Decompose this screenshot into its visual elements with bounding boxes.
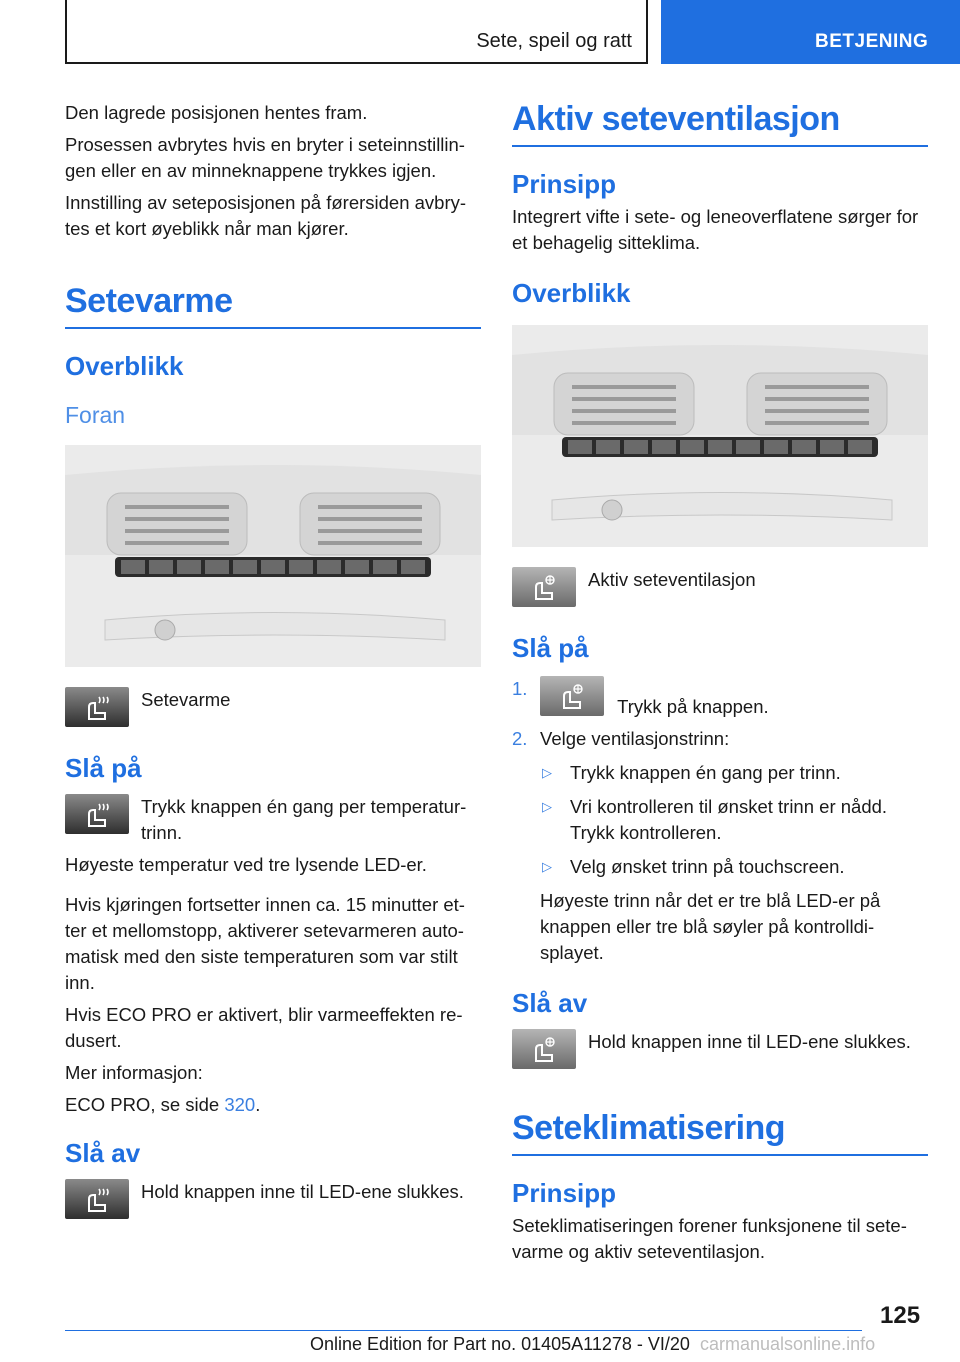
heading-prinsipp: Prinsipp <box>512 169 617 199</box>
header-section-box <box>65 0 648 64</box>
climate-principle-text: Seteklimatiseringen forener funksjonene til sete-varme og aktiv seteventilasjon. <box>512 1215 907 1262</box>
header-chapter-tab <box>661 0 960 64</box>
seat-heating-on-text: Trykk knappen én gang per temperatur-trinn. <box>141 796 467 843</box>
heading-seteklimatisering: Seteklimatisering <box>512 1109 928 1156</box>
seat-ventilation-off-text: Hold knappen inne til LED-ene slukkes. <box>588 1031 911 1052</box>
heading-overblikk: Overblikk <box>65 351 184 381</box>
dashboard-photo-ventilation <box>512 325 928 547</box>
right-column <box>512 100 928 1271</box>
seat-ventilation-icon <box>540 676 604 716</box>
page-link-320[interactable]: 320 <box>224 1094 256 1115</box>
ventilation-principle-text: Integrert vifte i sete- og leneoverflatene sørger for et behagelig sitteklima. <box>512 206 919 253</box>
step-1-number: 1. <box>512 678 528 699</box>
heating-paragraph-4: Mer informasjon: <box>65 1062 203 1083</box>
substep-1-text: Trykk knappen én gang per trinn. <box>570 762 841 783</box>
header-chapter-title: BETJENING <box>815 31 929 52</box>
footer-divider <box>65 1330 862 1331</box>
heating-paragraph-1: Høyeste temperatur ved tre lysende LED-er. <box>65 854 427 875</box>
eco-pro-ref-text: ECO PRO, se side <box>65 1094 225 1115</box>
seat-heating-icon <box>65 794 129 834</box>
seat-ventilation-caption-row <box>512 567 928 607</box>
seat-heating-caption: Setevarme <box>141 689 231 710</box>
step-2-note: Høyeste trinn når det er tre blå LED-er på knappen eller tre blå søyler på kontrolldi-splayet. <box>540 890 881 963</box>
eco-pro-ref-end: . <box>255 1094 261 1115</box>
seat-ventilation-icon <box>512 567 576 607</box>
heating-paragraph-3: Hvis ECO PRO er aktivert, blir varmeeffekten re-dusert. <box>65 1004 463 1051</box>
heading-sla-pa-right: Slå på <box>512 633 589 663</box>
seat-ventilation-icon <box>512 1029 576 1069</box>
heading-sla-av: Slå av <box>65 1138 141 1168</box>
watermark-text: carmanualsonline.info <box>700 1334 876 1354</box>
heading-aktiv-seteventilasjon: Aktiv seteventilasjon <box>512 100 928 147</box>
heading-foran: Foran <box>65 402 126 428</box>
seat-ventilation-caption: Aktiv seteventilasjon <box>588 569 756 590</box>
heading-prinsipp-climate: Prinsipp <box>512 1178 617 1208</box>
step-2-number: 2. <box>512 728 528 749</box>
heating-paragraph-2: Hvis kjøringen fortsetter innen ca. 15 minutter et-ter et mellomstopp, aktiverer setevarmeren auto-matisk med den siste temperaturen som var stilt inn. <box>65 894 465 993</box>
triangle-bullet-icon: ▷ <box>542 799 552 814</box>
seat-heating-icon <box>65 687 129 727</box>
substep-2-text: Vri kontrolleren til ønsket trinn er nådd. Trykk kontrolleren. <box>570 796 888 843</box>
step-1 <box>512 676 928 720</box>
heating-paragraph-5 <box>65 1092 481 1118</box>
seat-heating-off-text: Hold knappen inne til LED-ene slukkes. <box>141 1181 464 1202</box>
left-column <box>65 100 481 1225</box>
header-section-title: Sete, speil og ratt <box>476 30 632 52</box>
triangle-bullet-icon: ▷ <box>542 765 552 780</box>
substep-3 <box>540 854 928 880</box>
seat-heating-icon <box>65 1179 129 1219</box>
ventilation-substeps <box>540 760 928 880</box>
step-2 <box>512 726 928 966</box>
intro-paragraph-3: Innstilling av seteposisjonen på førersiden avbry-tes et kort øyeblikk når man kjører. <box>65 192 467 239</box>
step-1-text: Trykk på knappen. <box>617 696 769 717</box>
heading-overblikk-right: Overblikk <box>512 278 631 308</box>
triangle-bullet-icon: ▷ <box>542 859 552 874</box>
heading-setevarme: Setevarme <box>65 282 481 329</box>
dashboard-photo-front <box>65 445 481 667</box>
step-2-text: Velge ventilasjonstrinn: <box>540 728 730 749</box>
substep-2 <box>540 794 928 846</box>
footer-edition: Online Edition for Part no. 01405A11278 - VI/20 <box>310 1334 690 1354</box>
intro-paragraph-1: Den lagrede posisjonen hentes fram. <box>65 102 368 123</box>
substep-3-text: Velg ønsket trinn på touchscreen. <box>570 856 845 877</box>
substep-1 <box>540 760 928 786</box>
ventilation-steps <box>512 676 928 966</box>
seat-heating-off-row <box>65 1179 481 1219</box>
seat-heating-on-row <box>65 794 481 846</box>
heading-sla-pa: Slå på <box>65 753 142 783</box>
page-number: 125 <box>880 1302 921 1329</box>
heading-sla-av-right: Slå av <box>512 988 588 1018</box>
intro-paragraph-2: Prosessen avbrytes hvis en bryter i seteinnstillin-gen eller en av minneknappene trykkes igjen. <box>65 134 465 181</box>
seat-ventilation-off-row <box>512 1029 928 1069</box>
seat-heating-caption-row <box>65 687 481 727</box>
